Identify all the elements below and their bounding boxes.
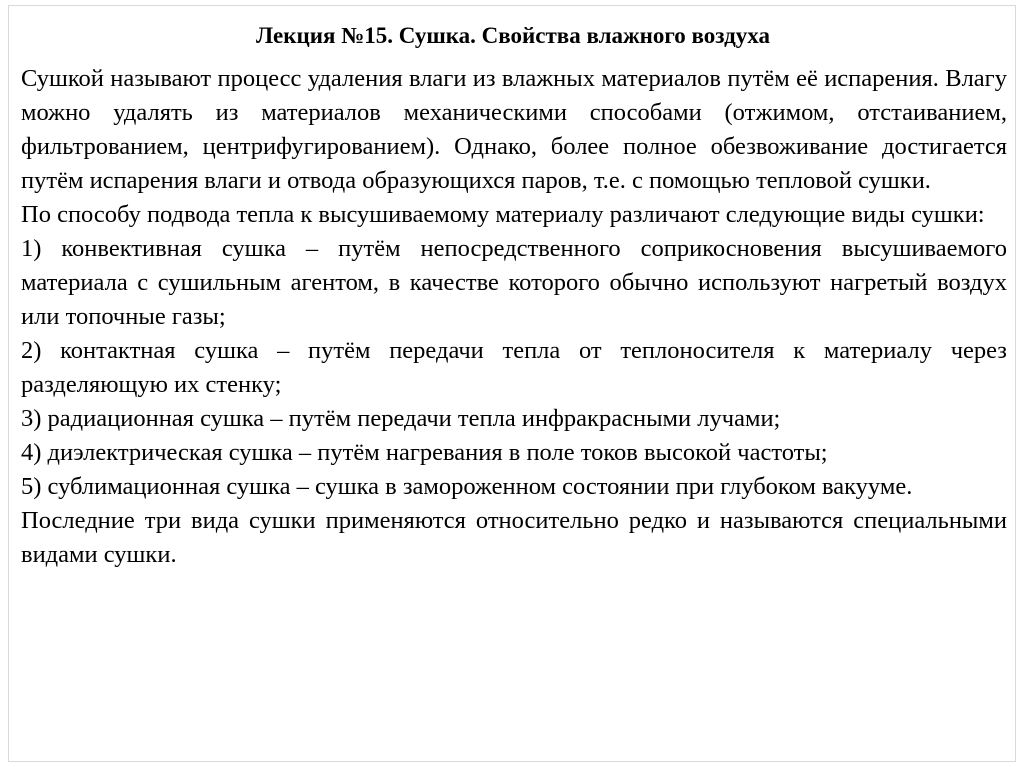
list-item-dielectric: 4) диэлектрическая сушка – путём нагревания в поле токов высокой частоты; (21, 439, 828, 466)
body-text (21, 62, 1007, 572)
page-title: Лекция №15. Сушка. Свойства влажного воздуха (256, 23, 770, 48)
paragraph-conclusion: Последние три вида сушки применяются относительно редко и называются специальными видами сушки. (21, 507, 1007, 568)
list-item-sublimation: 5) сублимационная сушка – сушка в замороженном состоянии при глубоком вакууме. (21, 473, 913, 500)
paragraph-types-intro: По способу подвода тепла к высушиваемому материалу различают следующие виды сушки: (21, 201, 985, 228)
list-item-contact: 2) контактная сушка – путём передачи тепла от теплоносителя к материалу через разделяющую их стенку; (21, 337, 1007, 398)
list-item-radiation: 3) радиационная сушка – путём передачи тепла инфракрасными лучами; (21, 405, 781, 432)
slide (8, 5, 1016, 762)
paragraph-definition: Сушкой называют процесс удаления влаги из влажных материалов путём её испарения. Влагу можно удалять из материалов механическими способами (отжимом, отстаиванием, фильтрованием, центрифугированием). Однако, более полное обезвоживание достигается путём испарения влаги и отвода образующихся паров, т.е. с помощью тепловой сушки. (21, 65, 1007, 194)
list-item-convective: 1) конвективная сушка – путём непосредственного соприкосновения высушиваемого материала с сушильным агентом, в качестве которого обычно используют нагретый воздух или топочные газы; (21, 235, 1007, 330)
